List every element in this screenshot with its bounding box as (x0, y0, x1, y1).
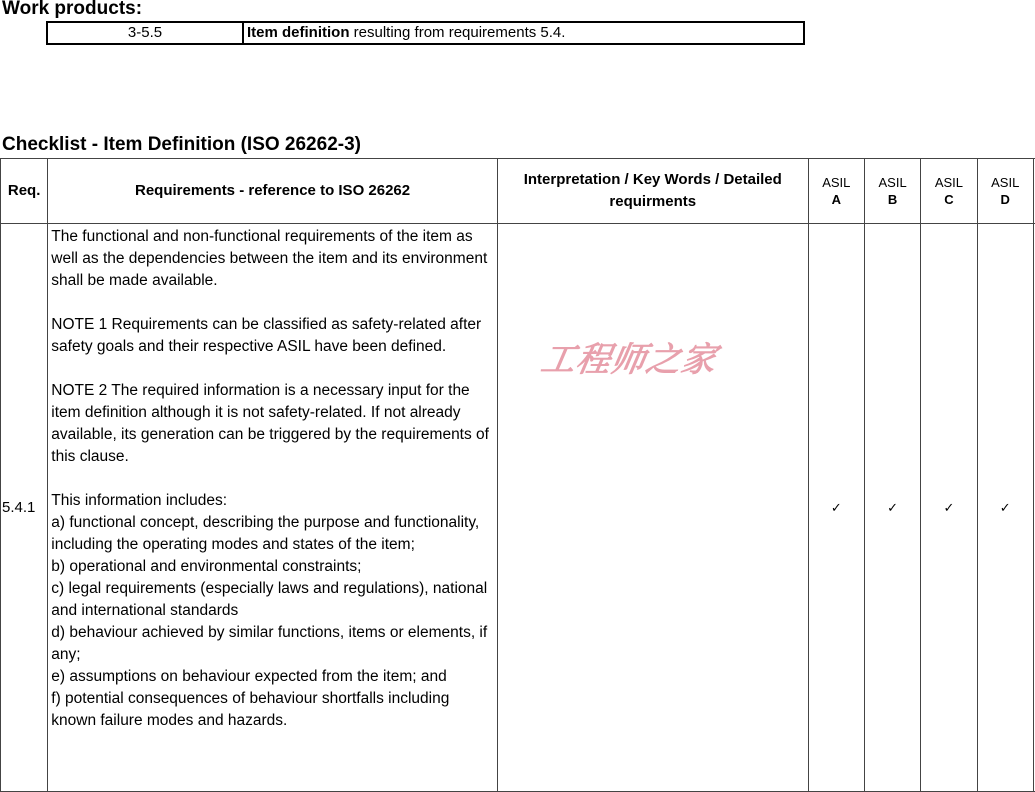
asil-label: ASIL (879, 175, 907, 190)
checklist-header-row (1, 159, 1035, 224)
asil-label: ASIL (935, 175, 963, 190)
requirement-id: 5.4.1 (1, 224, 48, 792)
watermark: 工程师之家 (538, 332, 722, 381)
work-product-description (243, 22, 804, 44)
list-intro: This information includes: (51, 490, 497, 512)
work-product-desc-bold: Item definition (247, 24, 350, 41)
header-interpretation: Interpretation / Key Words / Detailed requirments (497, 159, 808, 224)
requirement-text (48, 224, 498, 792)
work-product-desc-rest: resulting from requirements 5.4. (350, 24, 566, 41)
asil-level: D (1001, 192, 1010, 207)
asil-b-check: ✓ (864, 224, 920, 792)
requirement-note-1: NOTE 1 Requirements can be classified as safety-related after safety goals and their respective ASIL have been defined. (51, 314, 497, 358)
requirement-paragraph: The functional and non-functional requirements of the item as well as the dependencies between the item and its environment shall be made available. (51, 226, 497, 292)
header-asil-a (808, 159, 864, 224)
requirement-note-2: NOTE 2 The required information is a necessary input for the item definition although it is not safety-related. If not already available, its generation can be triggered by the requirements of this clause. (51, 380, 497, 468)
asil-level: C (944, 192, 953, 207)
header-asil-d (977, 159, 1033, 224)
work-product-row (47, 22, 804, 44)
list-item: e) assumptions on behaviour expected from the item; and (51, 666, 497, 688)
list-item: f) potential consequences of behaviour shortfalls including known failure modes and hazards. (51, 688, 497, 732)
work-products-table (46, 21, 805, 45)
list-item: a) functional concept, describing the purpose and functionality, including the operating modes and states of the item; (51, 512, 497, 556)
asil-level: A (832, 192, 841, 207)
asil-a-check: ✓ (808, 224, 864, 792)
asil-level: B (888, 192, 897, 207)
asil-c-check: ✓ (921, 224, 977, 792)
header-asil-b (864, 159, 920, 224)
header-asil-c (921, 159, 977, 224)
table-row (1, 224, 1035, 792)
checklist-title: Checklist - Item Definition (ISO 26262-3) (2, 134, 361, 156)
work-products-heading: Work products: (2, 0, 142, 20)
work-product-id: 3-5.5 (47, 22, 243, 44)
header-req: Req. (1, 159, 48, 224)
list-item: b) operational and environmental constraints; (51, 556, 497, 578)
asil-label: ASIL (991, 175, 1019, 190)
interpretation-cell[interactable] (497, 224, 808, 792)
list-item: c) legal requirements (especially laws and regulations), national and international standards (51, 578, 497, 622)
list-item: d) behaviour achieved by similar functions, items or elements, if any; (51, 622, 497, 666)
checklist-table (0, 158, 1035, 792)
header-requirements: Requirements - reference to ISO 26262 (48, 159, 498, 224)
asil-label: ASIL (822, 175, 850, 190)
asil-d-check: ✓ (977, 224, 1033, 792)
